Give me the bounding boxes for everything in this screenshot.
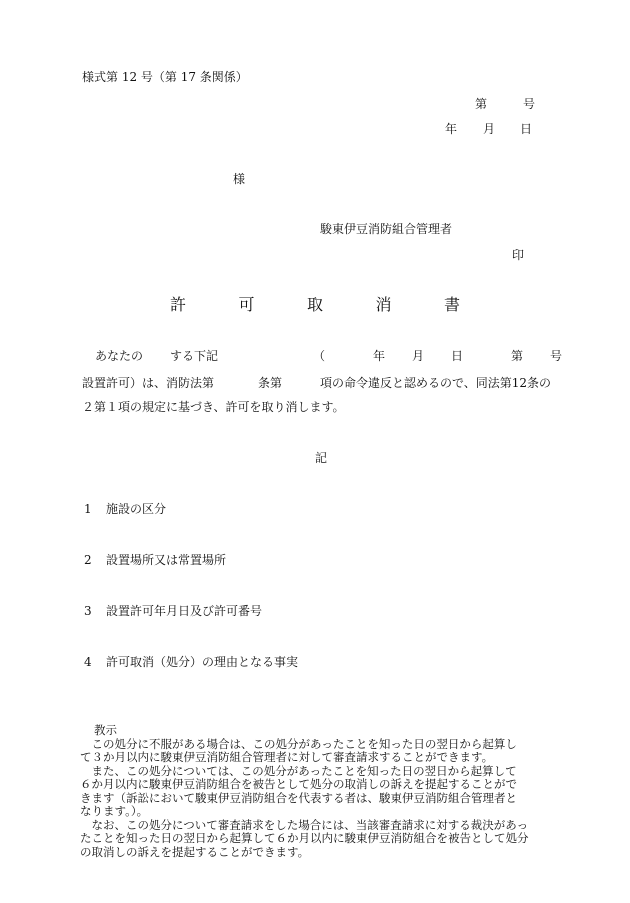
notice-line: たことを知った日の翌日から起算して６か月以内に駿東伊豆消防組合を被告として処分 — [80, 831, 529, 845]
item-label: 許可取消（処分）の理由となる事実 — [106, 655, 299, 669]
notice-line: なお、この処分について審査請求をした場合には、当該審査請求に対する裁決があっ — [80, 817, 529, 832]
item-label: 設置許可年月日及び許可番号 — [106, 604, 263, 618]
item-number: 4 — [84, 655, 92, 669]
body-text: 第 — [511, 349, 524, 363]
date-month: 月 — [483, 122, 496, 136]
title-char: 取 — [306, 295, 323, 314]
appeal-notice — [80, 724, 570, 859]
body-text: あなたの — [95, 349, 144, 363]
date-day: 日 — [520, 122, 533, 136]
body-text: 日 — [451, 349, 464, 363]
body-text: する下記 — [170, 349, 219, 363]
notice-line: なります。）。 — [80, 804, 149, 818]
title-char: 可 — [238, 295, 255, 314]
notice-line: ６か月以内に駿東伊豆消防組合を被告として処分の取消しの訴えを提起することがで — [80, 777, 517, 791]
item-label: 施設の区分 — [106, 502, 167, 516]
doc-number-dai: 第 — [475, 97, 488, 111]
body-text: 年 — [373, 349, 386, 363]
seal-mark: 印 — [512, 248, 525, 262]
doc-number-go: 号 — [523, 97, 536, 111]
body-text: 号 — [550, 349, 563, 363]
body-text: （ — [313, 349, 326, 363]
title-char: 書 — [443, 295, 460, 314]
title-char: 消 — [375, 295, 392, 314]
date-year: 年 — [445, 122, 458, 136]
item-number: 3 — [84, 604, 92, 618]
body-text: 項の命令違反と認めるので、同法第12条の — [320, 376, 552, 390]
notice-line: て３か月以内に駿東伊豆消防組合管理者に対して審査請求することができます。 — [80, 750, 494, 764]
notice-heading: 教示 — [94, 723, 117, 737]
title-char: 許 — [170, 295, 187, 314]
body-text: 月 — [412, 349, 425, 363]
form-number: 様式第 12 号（第 17 条関係） — [82, 70, 248, 84]
notice-line: この処分に不服がある場合は、この処分があったことを知った日の翌日から起算し — [80, 736, 517, 751]
document-title — [170, 296, 460, 314]
item-label: 設置場所又は常置場所 — [106, 553, 227, 567]
notice-line: また、この処分については、この処分があったことを知った日の翌日から起算して — [80, 763, 517, 778]
issuer-name: 駿東伊豆消防組合管理者 — [320, 222, 453, 236]
body-text: 設置許可）は、消防法第 — [82, 376, 215, 390]
notice-line: の取消しの訴えを提起することができます。 — [80, 844, 310, 859]
body-text: 条第 — [258, 376, 283, 390]
notice-line: きます（訴訟において駿東伊豆消防組合を代表する者は、駿東伊豆消防組合管理者と — [80, 790, 517, 805]
item-number: 2 — [84, 553, 92, 567]
item-number: 1 — [84, 502, 92, 516]
ki-heading: 記 — [315, 451, 328, 465]
addressee-sama: 様 — [233, 172, 246, 186]
body-text: ２第１項の規定に基づき、許可を取り消します。 — [82, 400, 345, 414]
